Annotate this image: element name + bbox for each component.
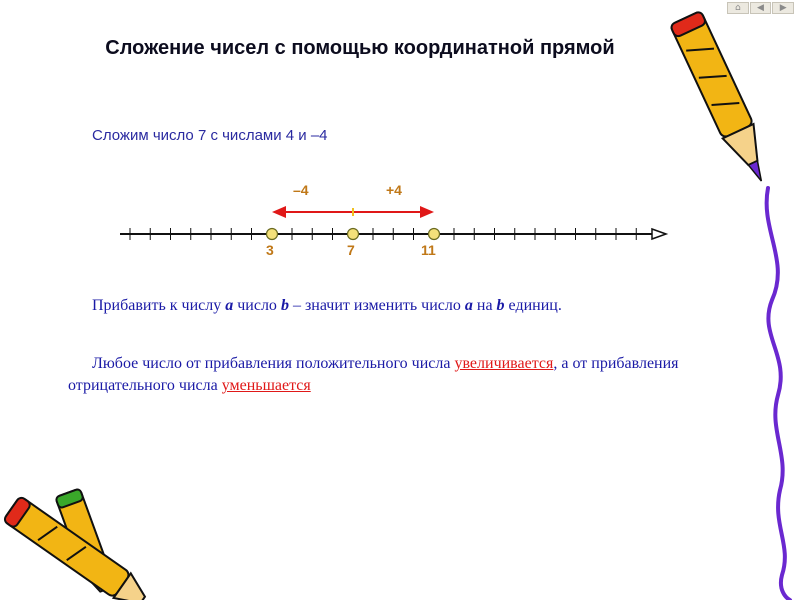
slide-title: Сложение чисел с помощью координатной прямой — [105, 37, 615, 59]
rule-part: Прибавить к числу — [92, 297, 226, 314]
rule-part: единиц. — [504, 297, 562, 314]
variable-a: a — [225, 297, 234, 314]
pencil-decoration-right — [640, 0, 800, 600]
pencils-decoration-left — [0, 480, 170, 600]
variable-a: a — [464, 297, 473, 314]
home-icon: ⌂ — [734, 3, 741, 13]
triangle-right-icon: ▶ — [779, 3, 787, 13]
triangle-left-icon: ◀ — [757, 3, 764, 13]
purple-squiggle — [767, 188, 790, 600]
slide-subtitle: Сложим число 7 с числами 4 и –4 — [92, 127, 328, 144]
point-3 — [267, 229, 278, 240]
plus-four-label: +4 — [386, 182, 402, 198]
rule-part: число — [233, 297, 281, 314]
decreases-highlight: уменьшается — [221, 377, 311, 394]
variable-b: b — [496, 297, 505, 314]
red-arrow-left — [272, 206, 286, 218]
point-11 — [429, 229, 440, 240]
rule-text — [92, 297, 562, 315]
pencil-icon-right — [670, 11, 777, 189]
minus-four-label: –4 — [293, 182, 309, 198]
red-arrow-right — [420, 206, 434, 218]
rule-part: – значит изменить число — [288, 297, 465, 314]
increases-highlight: увеличивается — [454, 355, 554, 372]
point-11-label: 11 — [421, 242, 436, 258]
point-7 — [348, 229, 359, 240]
variable-b: b — [280, 297, 289, 314]
conclusion-part: Любое число от прибавления положительного числа — [92, 355, 455, 372]
number-line — [110, 170, 670, 260]
point-7-label: 7 — [347, 242, 355, 258]
point-3-label: 3 — [266, 242, 274, 258]
conclusion-part: , а от прибавления отрицательного числа — [68, 355, 679, 394]
rule-part: на — [472, 297, 497, 314]
